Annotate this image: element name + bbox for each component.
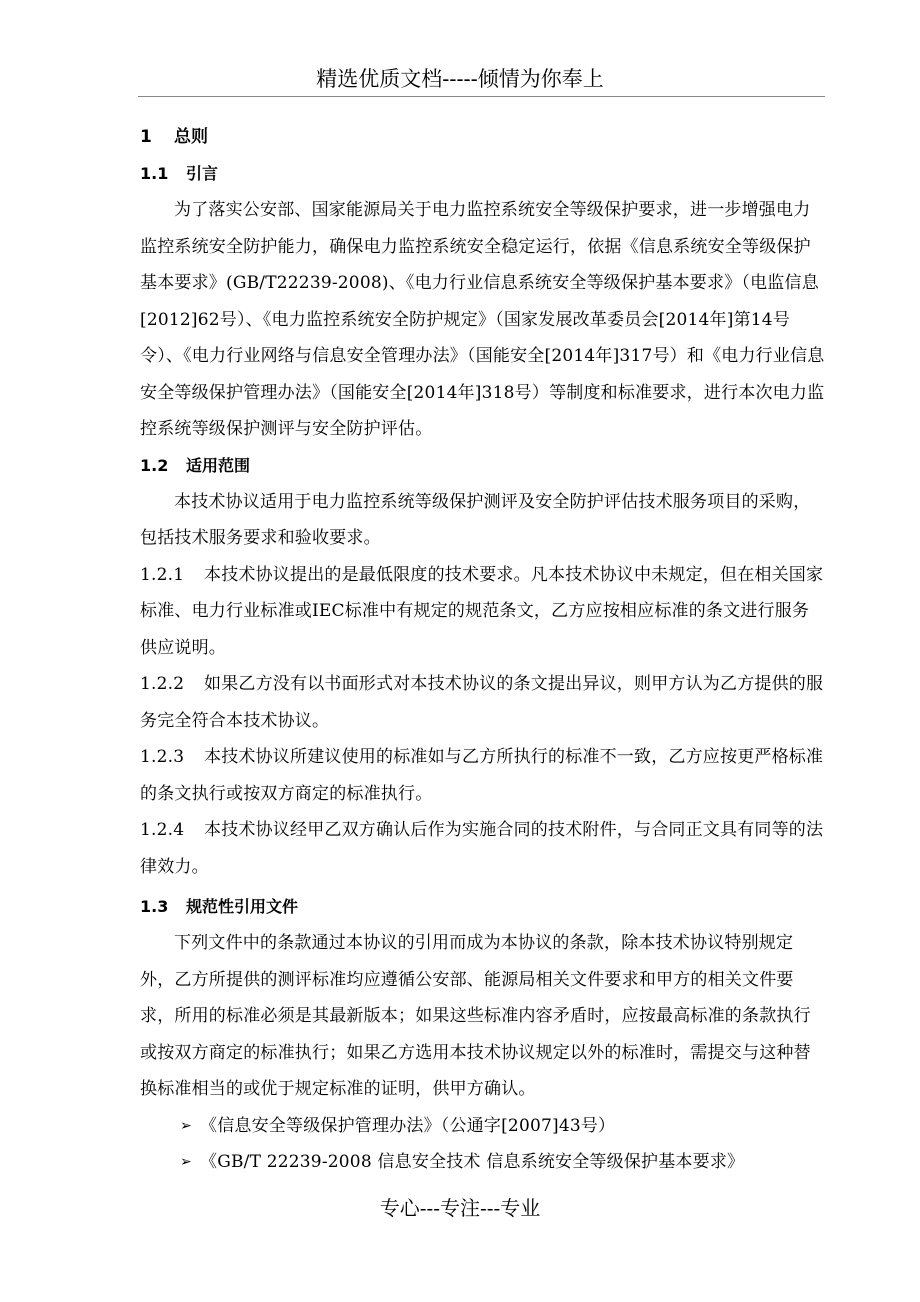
clause-text: 本技术协议所建议使用的标准如与乙方所执行的标准不一致，乙方应按更严格标准的条文执行或按双方商定的标准执行。 [140, 747, 824, 804]
clause-text: 本技术协议经甲乙双方确认后作为实施合同的技术附件，与合同正文具有同等的法律效力。 [140, 820, 824, 877]
subsection-number: 1.2 [140, 455, 169, 475]
clause-number: 1.2.2 [140, 674, 185, 694]
header-divider [138, 96, 825, 97]
clause-number: 1.2.4 [140, 820, 185, 840]
paragraph-normative-references: 下列文件中的条款通过本协议的引用而成为本协议的条款，除本技术协议特别规定外，乙方所提供的测评标准均应遵循公安部、能源局相关文件要求和甲方的相关文件要求，所用的标准必须是其最新版本；如果这些标准内容矛盾时，应按最高标准的条款执行或按双方商定的标准执行；如果乙方选用本技术协议规定以外的标准时，需提交与这种替换标准相当的或优于规定标准的证明，供甲方确认。 [140, 933, 811, 1099]
paragraph-introduction: 为了落实公安部、国家能源局关于电力监控系统安全等级保护要求，进一步增强电力监控系统安全防护能力，确保电力监控系统安全稳定运行，依据《信息系统安全等级保护基本要求》(GB/T22239-2008)、《电力行业信息系统安全等级保护基本要求》（电监信息[2012]62号）、《电力监控系统安全防护规定》（国家发展改革委员会[2014年]第14号令）、《电力行业网络与信息安全管理办法》（国能安全[2014年]317号）和《电力行业信息安全等级保护管理办法》（国能安全[2014年]318号）等制度和标准要求，进行本次电力监控系统等级保护测评与安全防护评估。 [140, 200, 825, 439]
clause-1-2-4 [140, 812, 825, 885]
page-header: 精选优质文档-----倾情为你奉上 [316, 67, 604, 91]
list-item [140, 1144, 825, 1181]
subsection-heading-1-1 [140, 156, 825, 192]
clause-1-2-1 [140, 557, 825, 667]
reference-text: 《信息安全等级保护管理办法》（公通字[2007]43号） [200, 1115, 616, 1136]
clause-1-2-2 [140, 666, 825, 739]
reference-list [140, 1108, 825, 1181]
subsection-number: 1.1 [140, 164, 169, 183]
arrow-bullet-icon: ➢ [180, 1154, 192, 1170]
subsection-title: 适用范围 [186, 455, 251, 475]
list-item [140, 1108, 825, 1145]
section-title: 总则 [174, 127, 208, 147]
reference-text: 《GB/T 22239-2008 信息安全技术 信息系统安全等级保护基本要求》 [200, 1152, 745, 1172]
subsection-title: 规范性引用文件 [186, 897, 299, 916]
subsection-number: 1.3 [140, 897, 169, 916]
clause-number: 1.2.1 [140, 564, 185, 585]
page-footer: 专心---专注---专业 [379, 1196, 541, 1220]
subsection-heading-1-3 [140, 889, 825, 925]
clause-text: 本技术协议提出的是最低限度的技术要求。凡本技术协议中未规定，但在相关国家标准、电力行业标准或IEC标准中有规定的规范条文，乙方应按相应标准的条文进行服务供应说明。 [140, 564, 824, 658]
section-heading [140, 118, 825, 156]
subsection-heading-1-2 [140, 448, 825, 484]
subsection-title: 引言 [186, 164, 219, 183]
clause-text: 如果乙方没有以书面形式对本技术协议的条文提出异议，则甲方认为乙方提供的服务完全符合本技术协议。 [140, 674, 824, 731]
paragraph-scope: 本技术协议适用于电力监控系统等级保护测评及安全防护评估技术服务项目的采购，包括技术服务要求和验收要求。 [140, 491, 811, 548]
clause-1-2-3 [140, 739, 825, 812]
document-body [140, 118, 825, 1181]
section-number: 1 [140, 127, 152, 147]
clause-number: 1.2.3 [140, 747, 185, 767]
arrow-bullet-icon: ➢ [180, 1117, 192, 1134]
